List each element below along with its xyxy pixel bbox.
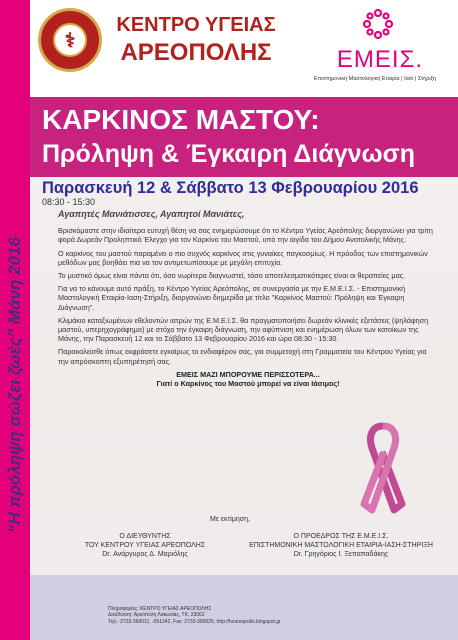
signature-name: Dr. Γρηγόριος Ι. Ξεπαπαδάκης (293, 551, 389, 558)
emeis-name: ΕΜΕΙΣ. (336, 46, 424, 73)
center-name-line2: ΑΡΕΟΠΟΛΗΣ (120, 39, 272, 66)
footer-line: Τηλ.: 2733-360011, -051242, Fax: 2733-360025, http://hcareopolis.blogspot.gr (108, 618, 281, 625)
signature-name: Dr. Ανάργυρος Δ. Μαριόλης (102, 551, 188, 558)
footer-line: Πληροφορίες: ΚΕΝΤΡΟ ΥΓΕΙΑΣ ΑΡΕΟΠΟΛΗΣ (108, 606, 212, 612)
header (30, 0, 458, 96)
emeis-subtitle: Επιστημονική Μαστολογική Εταιρία | Ιασι | Στήριξη (313, 76, 437, 82)
poster-subtitle: Πρόληψη & Έγκαιρη Διάγνωση (42, 140, 416, 168)
signature-left (60, 532, 230, 559)
closing-line-1: ΕΜΕΙΣ ΜΑΖΙ ΜΠΟΡΟΥΜΕ ΠΕΡΙΣΣΟΤΕΡΑ... (176, 369, 320, 379)
letter-paragraph: Παρακαλείσθε όπως εκφράσετε εγκαίρως το ενδιαφέρον σας, για συμμετοχή στη Γραμματεία του Κέντρου Υγείας για την απρόσκοπτη εξυπηρέτησή σας. (58, 347, 427, 366)
letter-paragraph: Για να το κάνουμε αυτό πράξη, το Κέντρο Υγείας Αρεόπολης, σε συνεργασία με την Ε.Μ.Ε.Ι.Σ. - Επιστημονική Μαστολογική Εταιρία-Ιαση-Στήριξη, διοργανώνει διημερίδα με τίτλο "Καρκίνος Μαστού: Πρόληψη και Έγκαιρη Διάγνωση". (58, 284, 406, 312)
health-center-logo (38, 8, 102, 72)
signature-role: Ο ΠΡΟΕΔΡΟΣ ΤΗΣ Ε.Μ.Ε.Ι.Σ. (293, 533, 389, 540)
signature-org: ΕΠΙΣΤΗΜΟΝΙΚΗ ΜΑΣΤΟΛΟΓΙΚΗ ΕΤΑΙΡΙΑ-ΙΑΣΗ-ΣΤΗΡΙΞΗ (249, 542, 433, 549)
emeis-logo-icon (360, 6, 396, 42)
side-slogan-wrap (2, 150, 28, 620)
center-name-line1: ΚΕΝΤΡΟ ΥΓΕΙΑΣ (116, 14, 276, 36)
pink-ribbon-icon (358, 418, 408, 518)
poster-title: ΚΑΡΚΙΝΟΣ ΜΑΣΤΟΥ: (42, 104, 320, 135)
signature-intro: Με εκτίμηση, (210, 516, 250, 523)
letter-paragraph: Το μυστικό όμως είναι πάντα ότι, όσο νωρίτερα διαγνωστεί, τόσο αποτελεσματικότερες είναι οι θεραπείες μας. (58, 271, 406, 281)
letter-body (58, 210, 438, 392)
letter-paragraph: Βρισκόμαστε στην ιδιαίτερα ευτυχή θέση να σας ενημερώσουμε ότι το Κέντρο Υγείας Αρεόπολης διοργανώνει για τρίτη φορά Δωρεάν Προληπτικό Έλεγχο για τον Καρκίνο του Μαστού, υπό την αιγίδα του Δήμου Ανατολικής Μάνης. (58, 226, 433, 245)
letter-greeting: Αγαπητές Μανιάτισσες, Αγαπητοί Μανιάτες, (58, 209, 245, 219)
event-time: 08:30 - 15:30 (42, 197, 96, 207)
footer-info (108, 606, 308, 625)
letter-paragraph: Ο καρκίνος του μαστού παραμένει ο πιο συχνός καρκίνος στις γυναίκες παγκοσμίως. Η πρόοδος των επιστημονικών μεθόδων μας βοηθάει πια να τον αντιμετωπίσουμε με μεγάλη επιτυχία. (58, 248, 428, 267)
side-slogan: “Η πρόληψη σώζει ζωές” Μάνη 2016 (5, 237, 24, 533)
signature-org: ΤΟΥ ΚΕΝΤΡΟΥ ΥΓΕΙΑΣ ΑΡΕΟΠΟΛΗΣ (84, 542, 206, 549)
event-dates: Παρασκευή 12 & Σάββατο 13 Φεβρουαρίου 2016 (42, 179, 419, 197)
signature-role: Ο ΔΙΕΥΘΥΝΤΗΣ (119, 533, 171, 540)
footer-line: Διεύθυνση: Αρεόπολη Λακωνίας, ΤΚ: 23062 (108, 612, 205, 619)
letter-paragraph: Κλιμάκιο καταξιωμένων εθελοντών ιατρών της Ε.Μ.Ε.Ι.Σ. θα πραγματοποιήσει δωρεάν κλινικές εξετάσεις (ψηλάφηση μαστού, υπερηχογράφημα) με στόχο την έγκαιρη διάγνωση, την αφύπνιση και ενημέρωση όλων των κατοίκων της Μάνης, την Παρασκευή 12 και το Σάββατο 13 Φεβρουαρίου 2016 και ώρα 08:30 - 15:30. (58, 315, 429, 344)
caduceus-icon: ⚕ (64, 28, 76, 52)
signature-right (236, 532, 446, 559)
closing-line-2: Γιατί ο Καρκίνος του Μαστού μπορεί να είναι Ιάσιμος! (156, 379, 340, 389)
